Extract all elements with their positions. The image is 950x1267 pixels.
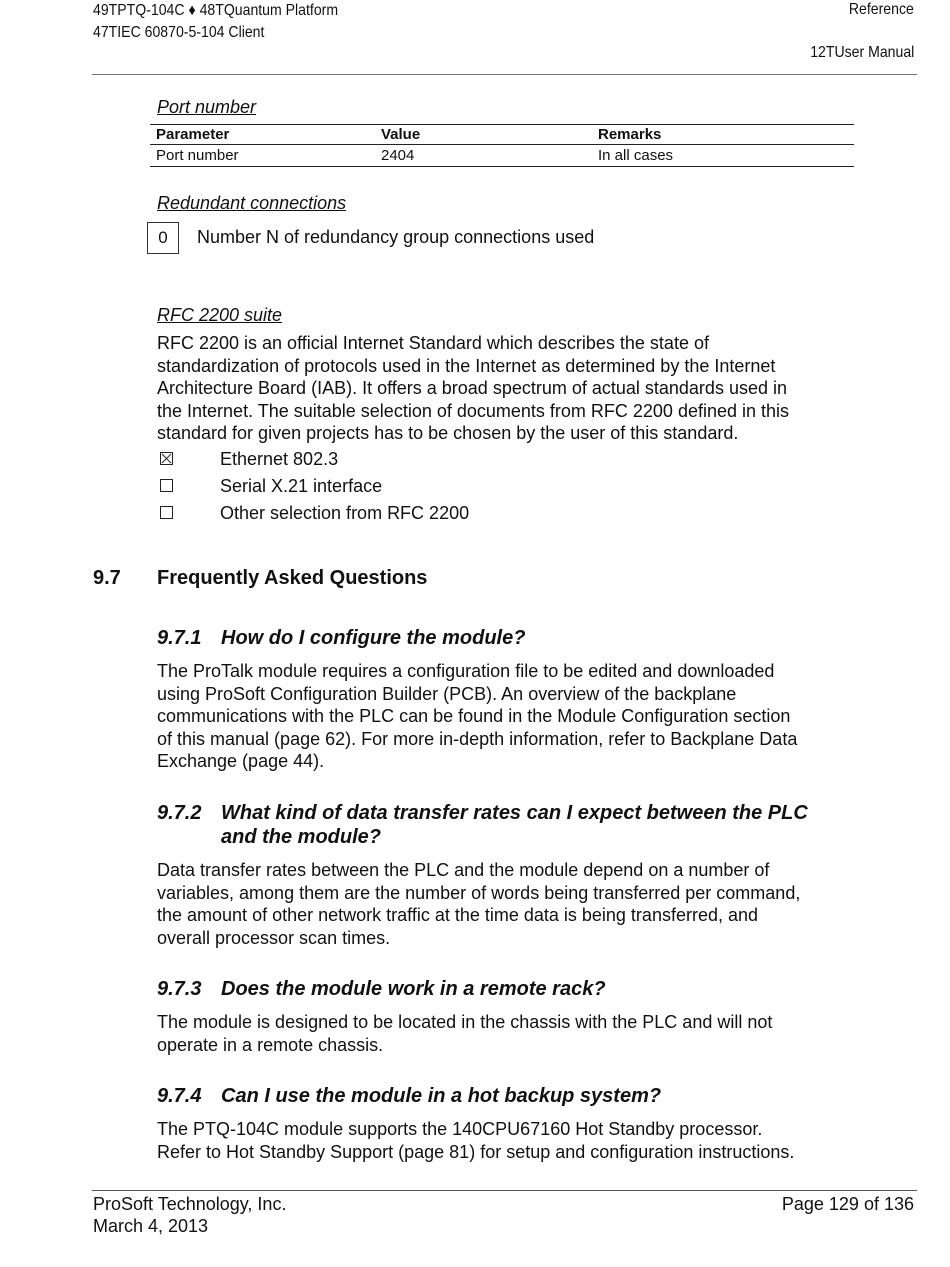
faq-answer (157, 859, 800, 949)
other-checkbox-icon (160, 506, 173, 519)
text-line: variables, among them are the number of words being transferred per command, (157, 882, 801, 903)
port-number-table (150, 124, 854, 167)
text-line: communications with the PLC can be found in the Module Configuration section (157, 706, 791, 726)
text-line: The module is designed to be located in the chassis with the PLC and will not (157, 1012, 773, 1032)
option-label: Other selection from RFC 2200 (220, 503, 470, 523)
running-header-left (93, 0, 338, 44)
text-line: operate in a remote chassis. (157, 1034, 384, 1055)
subsection-title: How do I configure the module? (221, 627, 526, 649)
header-section: Reference (849, 1, 914, 18)
text-line: the amount of other network traffic at the time data is being transferred, and (157, 905, 759, 925)
section-number: 9.7 (93, 567, 121, 589)
rfc-paragraph (157, 332, 789, 445)
option-label: Ethernet 802.3 (220, 449, 339, 469)
subsection-number: 9.7.3 (157, 978, 202, 1000)
faq-answer (157, 1118, 794, 1163)
column-header: Parameter (150, 125, 375, 145)
text-line: overall processor scan times. (157, 927, 391, 948)
table-header-row (150, 125, 854, 145)
ethernet-checkbox-icon (160, 452, 173, 465)
port-number-heading: Port number (157, 97, 257, 117)
footer-divider (92, 1190, 917, 1191)
section-title: Frequently Asked Questions (157, 567, 428, 589)
faq-answer (157, 1011, 772, 1056)
redundancy-count-box: 0 (147, 222, 179, 254)
table-row (150, 145, 854, 167)
text-line: Data transfer rates between the PLC and the module depend on a number of (157, 860, 770, 880)
redundancy-count-label: Number N of redundancy group connections used (197, 227, 595, 247)
subsection-title: Can I use the module in a hot backup system? (221, 1085, 662, 1107)
text-line: of this manual (page 62). For more in-depth information, refer to Backplane Data (157, 728, 798, 749)
subsection-number: 9.7.1 (157, 627, 202, 649)
text-line: standardization of protocols used in the Internet as determined by the Internet (157, 355, 776, 376)
subsection-number: 9.7.2 (157, 802, 202, 824)
redundant-heading: Redundant connections (157, 193, 347, 213)
subsection-title: Does the module work in a remote rack? (221, 978, 606, 1000)
option-label: Serial X.21 interface (220, 476, 383, 496)
header-manual: 12TUser Manual (809, 44, 914, 61)
text-line: using ProSoft Configuration Builder (PCB). An overview of the backplane (157, 683, 737, 704)
text-line: standard for given projects has to be chosen by the user of this standard. (157, 423, 739, 443)
text-line: Architecture Board (IAB). It offers a broad spectrum of actual standards used in (157, 378, 787, 398)
text-line: The ProTalk module requires a configuration file to be edited and downloaded (157, 661, 775, 681)
text-line: RFC 2200 is an official Internet Standard which describes the state of (157, 333, 709, 353)
header-divider (92, 74, 917, 75)
footer-date: March 4, 2013 (93, 1216, 209, 1236)
serial-checkbox-icon (160, 479, 173, 492)
rfc-heading: RFC 2200 suite (157, 305, 283, 325)
footer-company: ProSoft Technology, Inc. (93, 1194, 287, 1214)
subsection-number: 9.7.4 (157, 1085, 202, 1107)
page-number: Page 129 of 136 (781, 1194, 914, 1214)
table-cell: Port number (150, 145, 375, 167)
title-line: and the module? (221, 826, 381, 848)
title-line: What kind of data transfer rates can I expect between the PLC (221, 802, 808, 824)
header-protocol: 47TIEC 60870-5-104 Client (93, 24, 265, 41)
table-cell: In all cases (592, 145, 854, 167)
faq-answer (157, 660, 797, 773)
text-line: Refer to Hot Standby Support (page 81) for setup and configuration instructions. (157, 1141, 795, 1162)
column-header: Remarks (592, 125, 854, 145)
footer-left (93, 1193, 286, 1237)
header-product: 49TPTQ-104C ♦ 48TQuantum Platform (93, 2, 339, 19)
text-line: The PTQ-104C module supports the 140CPU67160 Hot Standby processor. (157, 1119, 763, 1139)
column-header: Value (375, 125, 592, 145)
subsection-title (221, 801, 808, 849)
text-line: Exchange (page 44). (157, 751, 325, 771)
table-cell: 2404 (375, 145, 592, 167)
text-line: the Internet. The suitable selection of documents from RFC 2200 defined in this (157, 400, 790, 421)
